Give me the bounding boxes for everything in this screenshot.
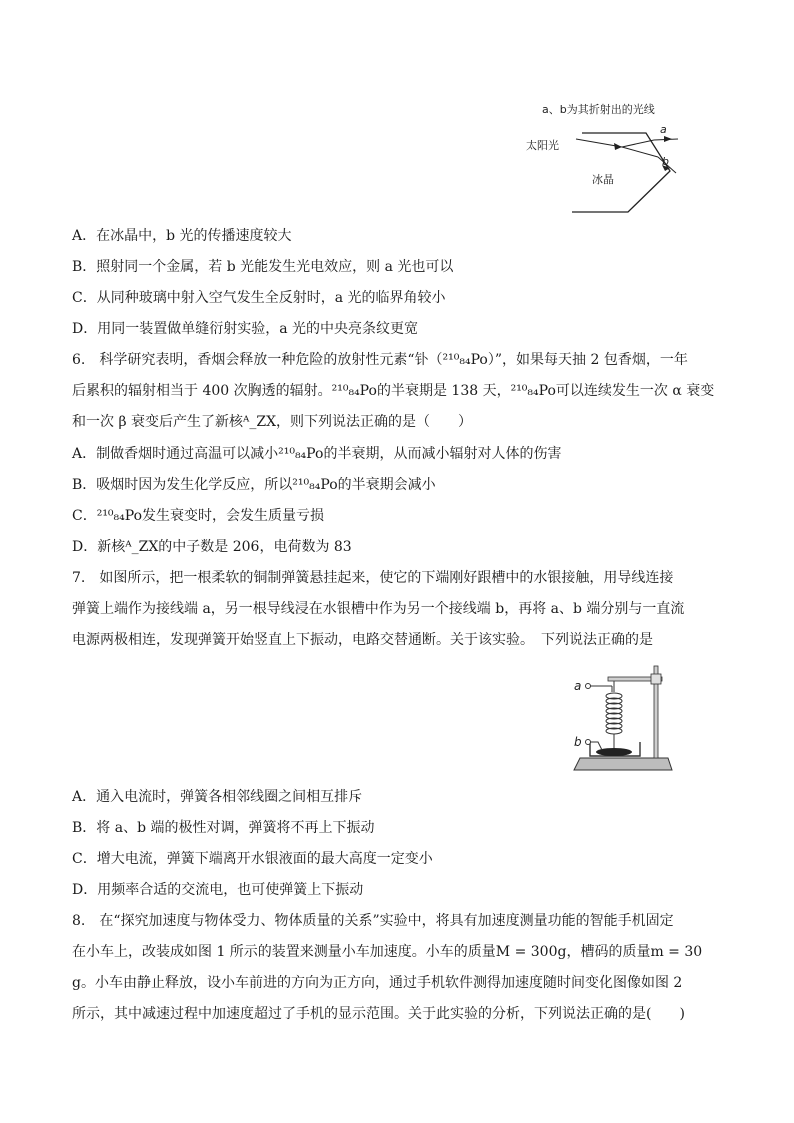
q5-option-b: B．照射同一个金属，若 b 光能发生光电效应，则 a 光也可以 [72, 259, 454, 275]
terminal-b [586, 740, 591, 745]
q7-stem-line1: 7. 如图所示，把一根柔软的铜制弹簧悬挂起来，使它的下端刚好跟槽中的水银接触，用导线连接 [72, 570, 674, 586]
q7-stem-line2: 弹簧上端作为接线端 a，另一根导线浸在水银槽中作为另一个接线端 b，再将 a、b 端分别与一直流 [72, 601, 685, 617]
q6-stem-line1: 6. 科学研究表明，香烟会释放一种危险的放射性元素“钋（²¹⁰₈₄Po）”，如果每天抽 2 包香烟，一年 [72, 352, 688, 368]
stand-clamp [651, 674, 661, 684]
ray-b-label: b [662, 155, 669, 168]
terminal-a-label: a [574, 679, 582, 693]
q6-option-c: C．²¹⁰₈₄Po发生衰变时，会发生质量亏损 [72, 508, 325, 524]
q7-option-d: D．用频率合适的交流电，也可使弹簧上下振动 [72, 882, 364, 898]
q6-stem-line2: 后累积的辐射相当于 400 次胸透的辐射。²¹⁰₈₄Po的半衰期是 138 天，²¹⁰₈₄Po可以连续发生一次 α 衰变 [72, 383, 715, 399]
spring-coils [606, 693, 622, 734]
q7-option-a: A．通入电流时，弹簧各相邻线圈之间相互排斥 [72, 789, 363, 805]
q7-option-c: C．增大电流，弹簧下端离开水银液面的最大高度一定变小 [72, 851, 433, 867]
ray-a-arrow [664, 136, 672, 142]
q6-stem-line3: 和一次 β 衰变后产生了新核ᴬ_ZX，则下列说法正确的是（ ） [72, 414, 473, 430]
ice-crystal-figure [520, 95, 690, 220]
q8-stem-line2: 在小车上，改装成如图 1 所示的装置来测量小车加速度。小车的质量M = 300g，槽码的质量m = 30 [72, 944, 703, 960]
inner-ray-b [622, 147, 658, 157]
ray-a-label: a [660, 123, 667, 136]
q5-option-a: A．在冰晶中，b 光的传播速度较大 [72, 228, 292, 244]
wire-b [590, 742, 602, 750]
q6-option-a: A．制做香烟时通过高温可以减小²¹⁰₈₄Po的半衰期，从而减小辐射对人体的伤害 [72, 446, 562, 462]
q6-option-b: B．吸烟时因为发生化学反应，所以²¹⁰₈₄Po的半衰期会减小 [72, 477, 436, 493]
q6-option-d: D．新核ᴬ_ZX的中子数是 206，电荷数为 83 [72, 539, 352, 555]
inner-ray-a [622, 140, 654, 147]
terminal-a [586, 684, 591, 689]
q8-stem-line4: 所示，其中减速过程中加速度超过了手机的显示范围。关于此实验的分析，下列说法正确的是( ) [72, 1006, 685, 1022]
q5-option-d: D．用同一装置做单缝衍射实验，a 光的中央亮条纹更宽 [72, 321, 419, 337]
crystal-label: 冰晶 [592, 173, 614, 186]
q8-stem-line3: g。小车由静止释放，设小车前进的方向为正方向，通过手机软件测得加速度随时间变化图像如图 2 [72, 975, 683, 991]
sunlight-arrow [614, 143, 622, 150]
q7-stem-line3: 电源两极相连，发现弹簧开始竖直上下振动，电路交替通断。关于该实验。 下列说法正确的是 [72, 632, 653, 648]
spring-apparatus-figure [568, 662, 678, 774]
q5-option-c: C．从同种玻璃中射入空气发生全反射时，a 光的临界角较小 [72, 290, 446, 306]
terminal-b-label: b [574, 735, 582, 749]
stand-base [574, 758, 672, 770]
q8-stem-line1: 8. 在“探究加速度与物体受力、物体质量的关系”实验中，将具有加速度测量功能的智能手机固定 [72, 913, 674, 929]
figure1-caption: a、b为其折射出的光线 [542, 103, 655, 116]
q7-option-b: B．将 a、b 端的极性对调，弹簧将不再上下振动 [72, 820, 375, 836]
sunlight-label: 太阳光 [526, 139, 559, 152]
crystal-outline [572, 133, 670, 212]
